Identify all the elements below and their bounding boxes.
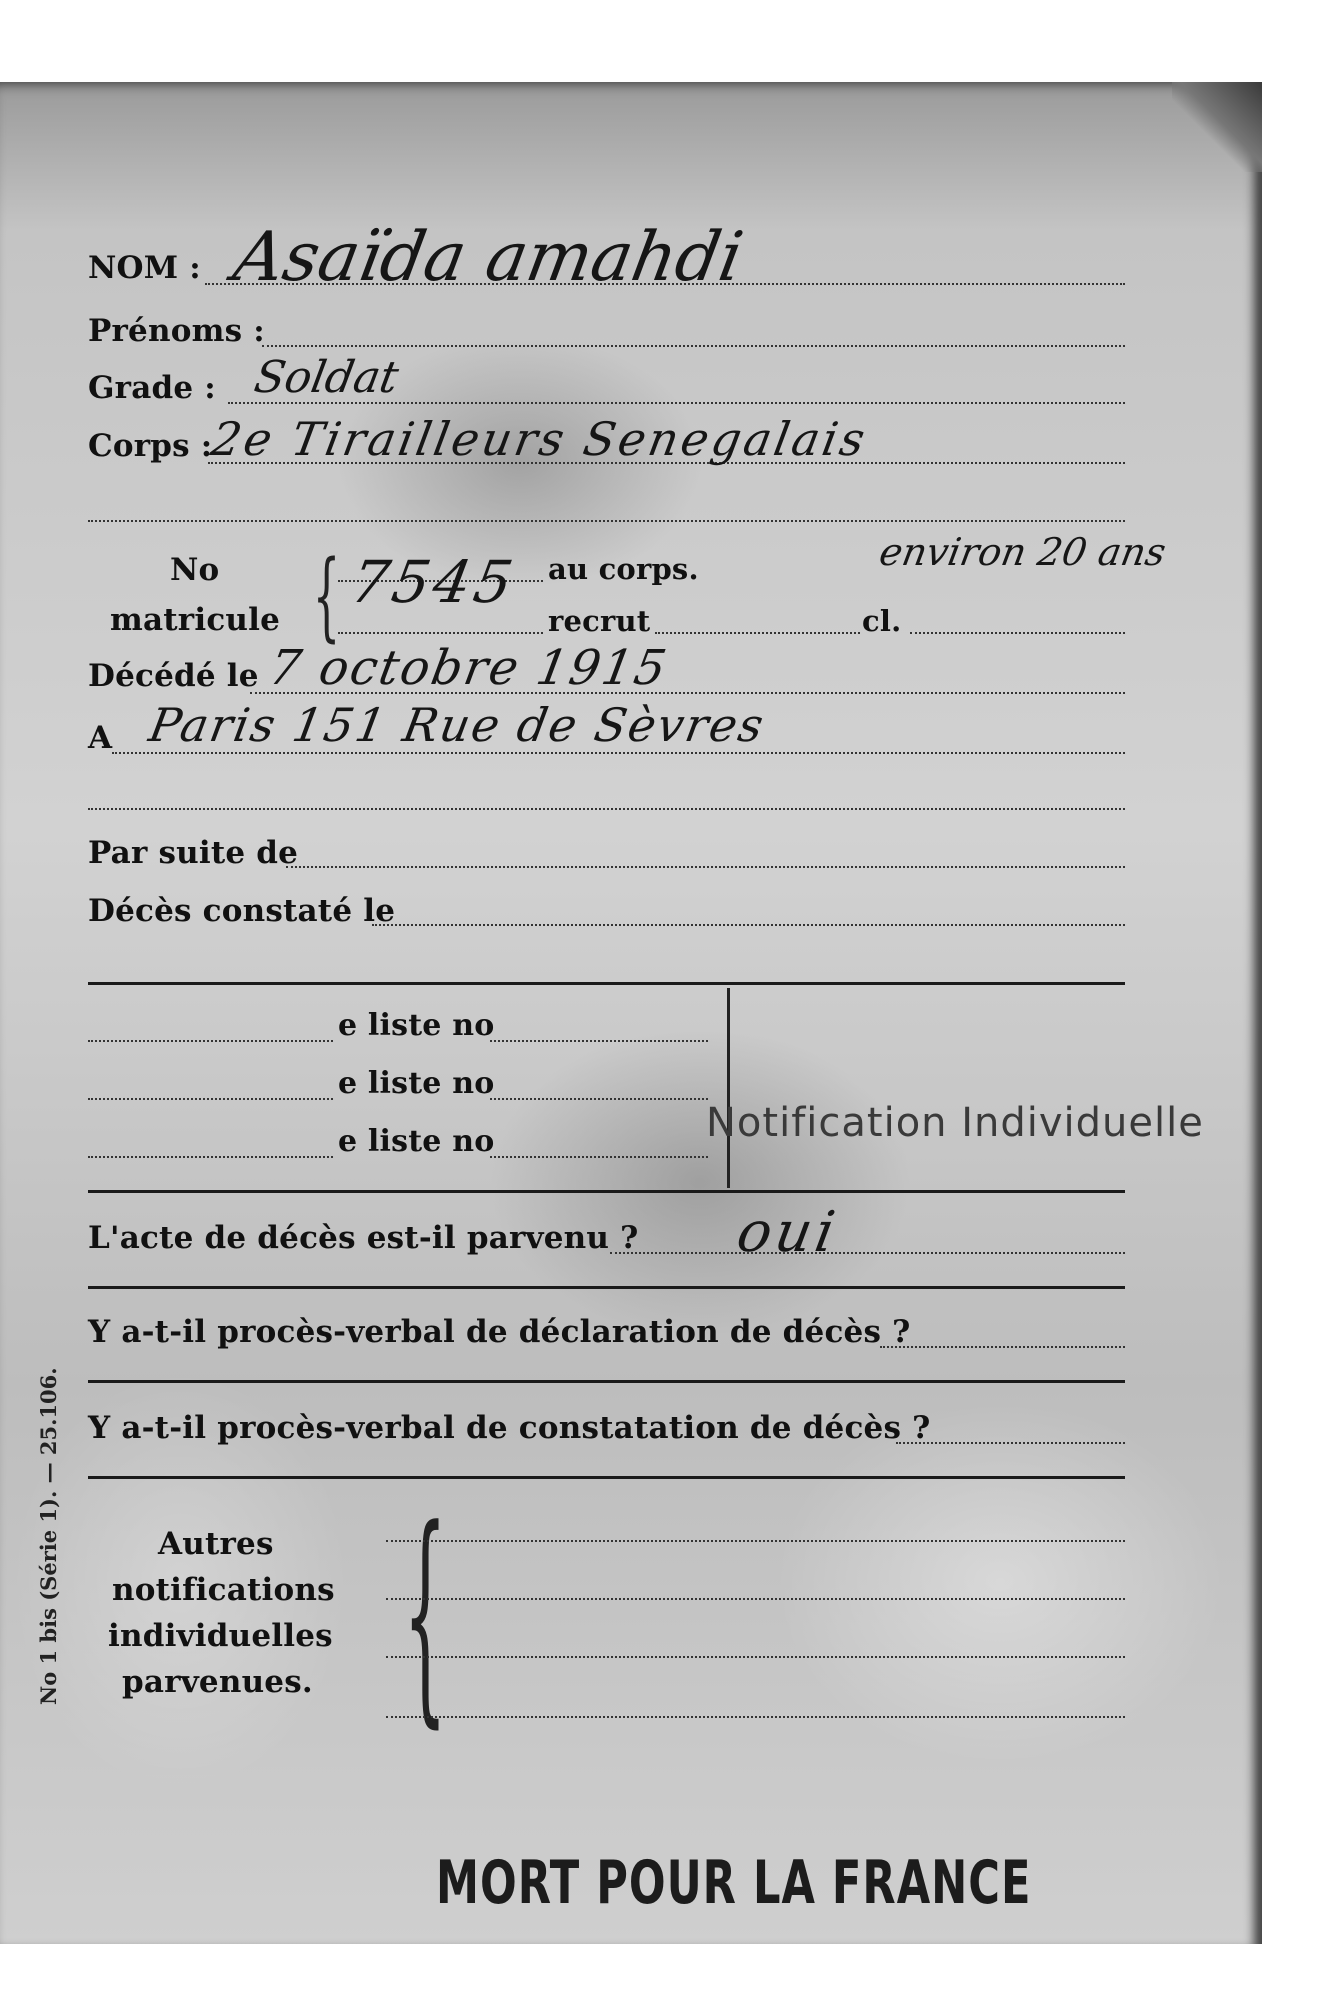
corps-line-2 xyxy=(88,520,1125,522)
autres-line-c xyxy=(386,1656,1125,1658)
autres-line-3: individuelles xyxy=(108,1618,333,1654)
matricule-brace: { xyxy=(312,540,341,652)
pv-declaration-label: Y a-t-il procès-verbal de déclaration de décès ? xyxy=(88,1314,911,1350)
corps-label: Corps : xyxy=(88,428,213,464)
matricule-value: 7545 xyxy=(346,548,522,616)
lieu-line-2 xyxy=(88,808,1125,810)
section-rule-5 xyxy=(88,1476,1125,1479)
age-note: environ 20 ans xyxy=(876,530,1170,574)
grade-label: Grade : xyxy=(88,370,216,406)
pv-constatation-line xyxy=(896,1442,1125,1444)
liste-1-prefix-line xyxy=(88,1040,333,1042)
acte-line xyxy=(610,1252,1125,1254)
folded-corner xyxy=(1172,82,1262,172)
side-print-note: No 1 bis (Série 1). — 25.106. xyxy=(36,1367,61,1705)
matricule-label: matricule xyxy=(110,602,281,638)
pv-constatation-label: Y a-t-il procès-verbal de constatation de décès ? xyxy=(88,1410,931,1446)
par-suite-line xyxy=(286,866,1125,868)
liste-3-prefix-line xyxy=(88,1156,333,1158)
no-label: No xyxy=(170,552,220,588)
acte-label: L'acte de décès est-il parvenu ? xyxy=(88,1220,639,1256)
lieu-label: A xyxy=(88,720,113,756)
par-suite-label: Par suite de xyxy=(88,835,299,871)
decede-label: Décédé le xyxy=(88,658,259,694)
nom-value: Asaïda amahdi xyxy=(228,218,749,297)
liste-2-label: e liste no xyxy=(338,1066,495,1101)
autres-line-a xyxy=(386,1540,1125,1542)
grade-value: Soldat xyxy=(250,352,403,403)
autres-line-b xyxy=(386,1598,1125,1600)
nom-label: NOM : xyxy=(88,250,201,286)
autres-line-d xyxy=(386,1716,1125,1718)
liste-3-value-line xyxy=(490,1156,708,1158)
constate-line xyxy=(372,924,1125,926)
prenoms-line xyxy=(262,345,1125,347)
lieu-value: Paris 151 Rue de Sèvres xyxy=(145,698,770,752)
section-rule-2 xyxy=(88,1190,1125,1193)
liste-1-label: e liste no xyxy=(338,1008,495,1043)
section-rule-4 xyxy=(88,1380,1125,1383)
cl-line xyxy=(910,632,1125,634)
liste-2-prefix-line xyxy=(88,1098,333,1100)
constate-label: Décès constaté le xyxy=(88,893,396,929)
prenoms-label: Prénoms : xyxy=(88,313,265,349)
notification-stamp: Notification Individuelle xyxy=(706,1100,1204,1146)
cl-label: cl. xyxy=(862,604,902,638)
recrut-label: recrut xyxy=(548,604,651,638)
autres-line-4: parvenues. xyxy=(122,1664,313,1700)
lieu-line xyxy=(112,752,1125,754)
section-rule-1 xyxy=(88,982,1125,985)
decede-value: 7 octobre 1915 xyxy=(265,640,673,696)
liste-1-value-line xyxy=(490,1040,708,1042)
acte-value: oui xyxy=(732,1200,844,1265)
section-rule-3 xyxy=(88,1286,1125,1289)
recrut-line xyxy=(338,632,543,634)
recrut-value-line xyxy=(655,632,860,634)
autres-brace: { xyxy=(403,1481,448,1748)
mort-pour-la-france-stamp: MORT POUR LA FRANCE xyxy=(436,1848,1032,1918)
autres-line-2: notifications xyxy=(112,1572,335,1608)
au-corps-label: au corps. xyxy=(548,552,699,586)
liste-divider xyxy=(727,988,730,1188)
corps-value: 2e Tirailleurs Senegalais xyxy=(207,412,872,466)
liste-3-label: e liste no xyxy=(338,1124,495,1159)
liste-2-value-line xyxy=(490,1098,708,1100)
autres-line-1: Autres xyxy=(158,1526,274,1562)
pv-declaration-line xyxy=(880,1346,1125,1348)
